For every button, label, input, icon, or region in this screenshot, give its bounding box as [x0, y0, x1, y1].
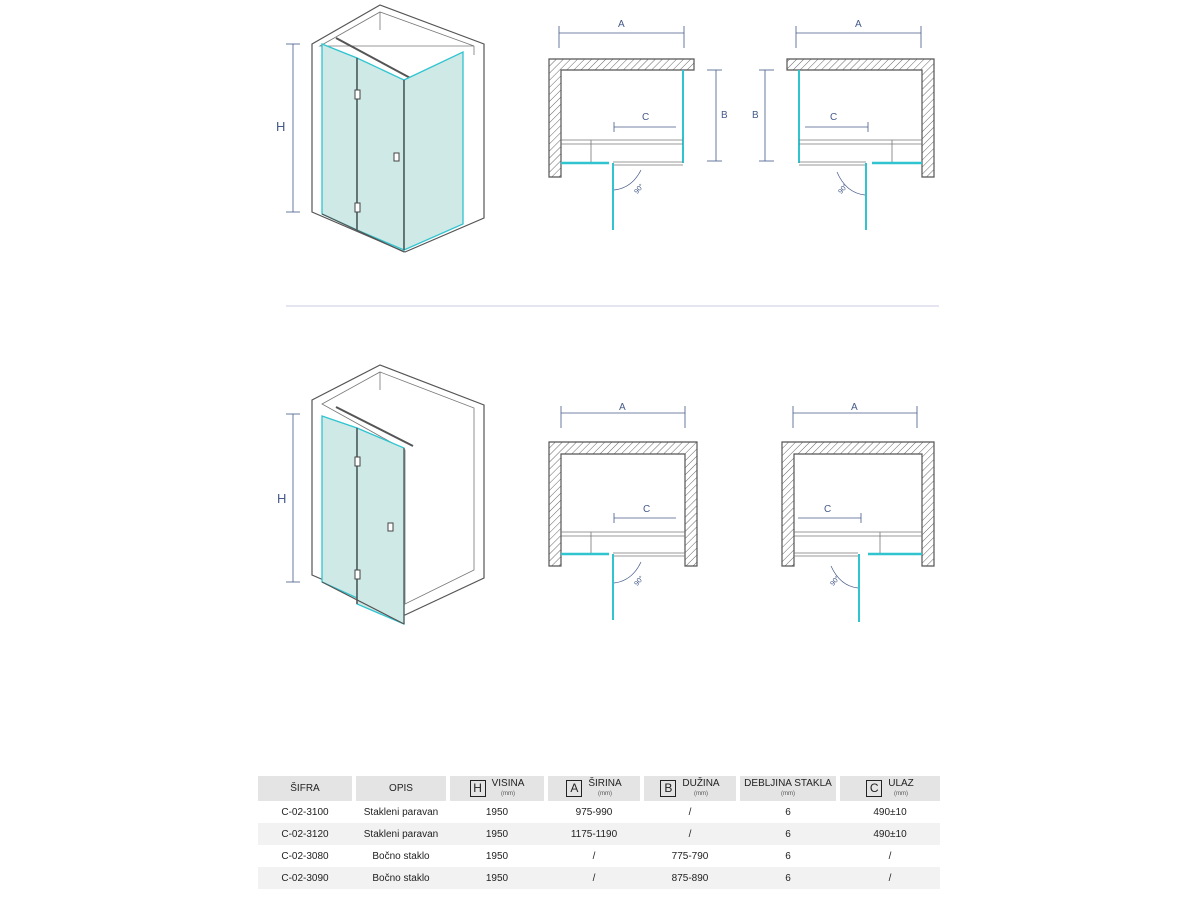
dim-label-b: B	[721, 110, 728, 121]
column-header-unit: (mm)	[894, 790, 908, 797]
plan-view-niche-left	[549, 402, 697, 620]
angle-label-3: 90°	[633, 574, 646, 588]
table-header-row	[258, 776, 940, 801]
column-header-label: OPIS	[389, 782, 413, 794]
table-cell: C-02-3100	[258, 801, 352, 823]
table-cell: 6	[740, 823, 836, 845]
table-cell: Bočno staklo	[356, 845, 446, 867]
iso-view-niche-door	[277, 365, 484, 624]
table-cell: /	[840, 867, 940, 889]
table-cell: 6	[740, 867, 836, 889]
table-row	[258, 823, 940, 845]
table-cell: /	[644, 801, 736, 823]
column-header-label: ULAZ	[888, 777, 914, 789]
table-row	[258, 845, 940, 867]
table-cell: 875-890	[644, 867, 736, 889]
table-cell: Stakleni paravan	[356, 823, 446, 845]
dim-label-a-4: A	[851, 402, 858, 413]
column-header-unit: (mm)	[500, 790, 515, 797]
angle-label-4: 90°	[829, 574, 842, 588]
dimension-letter-badge: H	[470, 780, 486, 797]
column-header-label: VISINA	[491, 777, 525, 789]
column-header-unit: (mm)	[693, 790, 708, 797]
table-cell: 1950	[450, 867, 544, 889]
table-cell: 490±10	[840, 801, 940, 823]
table-cell: 1175-1190	[548, 823, 640, 845]
plan-view-niche-right	[782, 402, 934, 622]
table-cell: C-02-3090	[258, 867, 352, 889]
column-header	[356, 776, 446, 801]
dimension-letter-badge: B	[660, 780, 676, 797]
table-cell: /	[548, 845, 640, 867]
table-cell: 6	[740, 845, 836, 867]
angle-label-2: 90°	[837, 182, 850, 196]
column-header-unit: (mm)	[598, 790, 612, 797]
plan-view-enclosure-left	[752, 19, 934, 230]
table-cell: C-02-3080	[258, 845, 352, 867]
dim-label-b-2: B	[752, 110, 759, 121]
column-header-label: ŠIRINA	[588, 777, 622, 789]
column-header	[258, 776, 352, 801]
table-row	[258, 801, 940, 823]
table-cell: 1950	[450, 845, 544, 867]
column-header-label: DEBLJINA STAKLA	[744, 777, 832, 789]
table-cell: 1950	[450, 801, 544, 823]
column-header	[840, 776, 940, 801]
column-header	[644, 776, 736, 801]
table-cell: Stakleni paravan	[356, 801, 446, 823]
dim-label-c-2: C	[830, 112, 838, 123]
plan-view-enclosure-right	[549, 19, 728, 230]
angle-label: 90°	[633, 182, 646, 196]
column-header	[548, 776, 640, 801]
table-cell: 1950	[450, 823, 544, 845]
dim-label-c: C	[642, 112, 650, 123]
table-cell: 975-990	[548, 801, 640, 823]
dim-label-a: A	[618, 19, 625, 30]
dimension-letter-badge: C	[866, 780, 882, 797]
dim-label-a-3: A	[619, 402, 626, 413]
column-header-label: ŠIFRA	[290, 782, 320, 794]
table-cell: 6	[740, 801, 836, 823]
table-cell: Bočno staklo	[356, 867, 446, 889]
table-body	[258, 801, 940, 889]
column-header	[740, 776, 836, 801]
spec-table	[258, 776, 940, 889]
column-header-unit: (mm)	[780, 790, 795, 797]
table-cell: /	[644, 823, 736, 845]
dim-label-c-4: C	[824, 504, 832, 515]
dim-label-a-2: A	[855, 19, 862, 30]
dimension-letter-badge: A	[566, 780, 582, 797]
table-cell: 775-790	[644, 845, 736, 867]
table-cell: 490±10	[840, 823, 940, 845]
table-cell: /	[840, 845, 940, 867]
table-cell: /	[548, 867, 640, 889]
column-header-label: DUŽINA	[682, 777, 720, 789]
dim-label-c-3: C	[643, 504, 651, 515]
iso-view-enclosure-with-side-panel	[276, 5, 484, 252]
table-row	[258, 867, 940, 889]
table-cell: C-02-3120	[258, 823, 352, 845]
column-header	[450, 776, 544, 801]
dim-label-h-2: H	[277, 491, 287, 506]
dim-label-h: H	[276, 119, 286, 134]
